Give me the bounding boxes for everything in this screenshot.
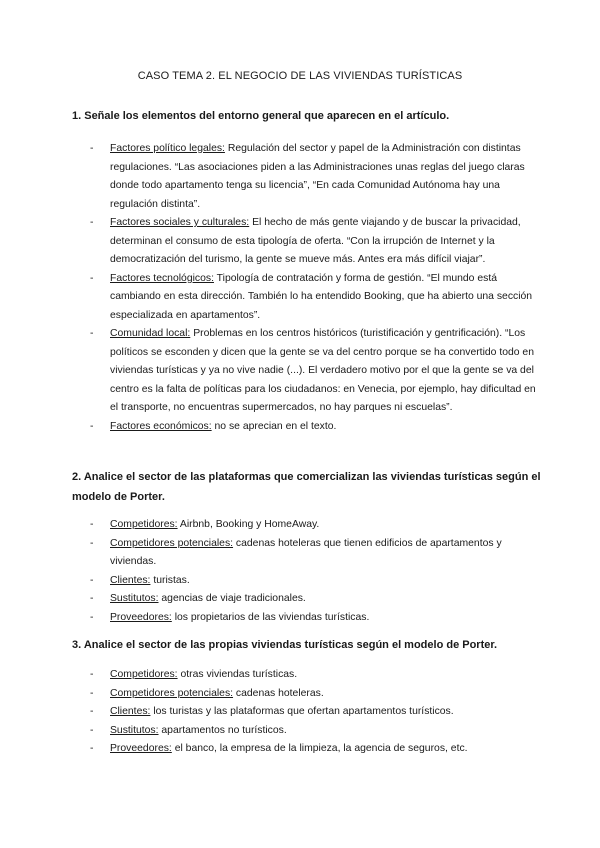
item-text: cadenas hoteleras que tienen edificios de apartamentos y viviendas. <box>110 537 502 567</box>
item-label: Competidores: <box>110 669 178 680</box>
item-label: Factores económicos: <box>110 420 212 432</box>
item-text: los turistas y las plataformas que ofertan apartamentos turísticos. <box>153 706 454 717</box>
list-item: - Factores económicos: no se aprecian en el texto. <box>90 420 337 432</box>
item-text: los propietarios de las viviendas turísticas. <box>174 611 370 623</box>
item-text: El hecho de más gente viajando y de buscar la privacidad, determinan el consumo de esta tipología de oferta. “Con la irrupción de Internet y la democratización del turismo, la gente se mueve más. Antes era más difícil viajar”. <box>110 217 521 265</box>
item-label: Proveedores: <box>110 743 172 754</box>
item-label: Factores tecnológicos: <box>110 272 214 284</box>
item-text: turistas. <box>153 574 190 586</box>
item-text: cadenas hoteleras. <box>235 687 324 699</box>
item-label: Competidores potenciales: <box>110 687 234 699</box>
list-item: - Competidores: otras viviendas turísticas. <box>90 669 298 680</box>
list-item: - Sustitutos: apartamentos no turísticos. <box>90 724 287 736</box>
item-label: Factores sociales y culturales: <box>110 217 250 228</box>
list-item: - Factores tecnológicos: Tipología de contratación y forma de gestión. “El mundo está cambiando en esta dirección. También lo ha entendido Booking, que ha abierto una sección especializada en apartamentos”. <box>90 272 533 321</box>
item-text: Problemas en los centros históricos (turistificación y gentrificación). “Los políticos se esconden y dicen que la gente se va del centro porque se ha convertido todo en viviendas turísticas y ya no vive nadie (...). El verdadero motivo por el que la gente se va del centro es la falta de políticas para los ciudadanos: en Venecia, por ejemplo, hay dificultad en el transporte, no encuentras supermercados, no hay parques ni escuelas”. <box>110 328 536 413</box>
list-item: - Comunidad local: Problemas en los centros históricos (turistificación y gentrificación). “Los políticos se esconden y dicen que la gente se va del centro porque se ha convertido todo en viviendas turísticas y ya no vive nadie (...). El verdadero motivo por el que la gente se va del centro es la falta de políticas para los ciudadanos: en Venecia, por ejemplo, hay dificultad en el transporte, no encuentras supermercados, no hay parques ni escuelas”. <box>90 328 536 413</box>
section-3-list <box>72 666 542 759</box>
section-2-heading: 2. Analice el sector de las plataformas que comercializan las viviendas turísticas según el modelo de Porter. <box>72 471 541 503</box>
item-label: Competidores potenciales: <box>110 537 234 549</box>
section-1-list <box>72 140 542 436</box>
list-item: - Proveedores: los propietarios de las viviendas turísticas. <box>90 611 370 623</box>
item-label: Clientes: <box>110 706 151 717</box>
item-text: no se aprecian en el texto. <box>214 420 337 432</box>
list-item: - Proveedores: el banco, la empresa de la limpieza, la agencia de seguros, etc. <box>90 743 468 754</box>
document-title: CASO TEMA 2. EL NEGOCIO DE LAS VIVIENDAS TURÍSTICAS <box>137 70 463 82</box>
item-label: Sustitutos: <box>110 724 159 736</box>
item-text: otras viviendas turísticas. <box>180 669 298 680</box>
list-item: - Clientes: los turistas y las plataformas que ofertan apartamentos turísticos. <box>90 706 454 717</box>
list-item: - Competidores potenciales: cadenas hoteleras. <box>90 687 324 699</box>
item-label: Factores político legales: <box>110 143 225 154</box>
item-label: Comunidad local: <box>110 328 191 339</box>
list-item: - Sustitutos: agencias de viaje tradicionales. <box>90 593 306 604</box>
list-item: - Competidores: Airbnb, Booking y HomeAway. <box>90 519 320 530</box>
list-item: - Factores sociales y culturales: El hecho de más gente viajando y de buscar la privacidad, determinan el consumo de esta tipología de oferta. “Con la irrupción de Internet y la democratización del turismo, la gente se mueve más. Antes era más difícil viajar”. <box>90 217 521 265</box>
section-2-list <box>72 516 542 627</box>
section-1-heading: 1. Señale los elementos del entorno general que aparecen en el artículo. <box>72 110 450 122</box>
list-item: - Clientes: turistas. <box>90 574 190 586</box>
item-text: agencias de viaje tradicionales. <box>161 593 306 604</box>
list-item: - Competidores potenciales: cadenas hoteleras que tienen edificios de apartamentos y viviendas. <box>90 537 502 567</box>
list-item: - Factores político legales: Regulación del sector y papel de la Administración con distintas regulaciones. “Las asociaciones piden a las Administraciones unas reglas del juego claras donde todo apartamento tenga su licencia”, “En cada Comunidad Autónoma hay una regulación distinta”. <box>90 143 525 210</box>
section-3-heading: 3. Analice el sector de las propias viviendas turísticas según el modelo de Porter. <box>72 639 498 651</box>
item-text: Tipología de contratación y forma de gestión. “El mundo está cambiando en esta dirección. También lo ha entendido Booking, que ha abierto una sección especializada en apartamentos”. <box>110 272 533 321</box>
item-text: Airbnb, Booking y HomeAway. <box>179 519 320 530</box>
item-text: el banco, la empresa de la limpieza, la agencia de seguros, etc. <box>174 743 468 754</box>
item-label: Clientes: <box>110 574 151 586</box>
item-text: Regulación del sector y papel de la Administración con distintas regulaciones. “Las asociaciones piden a las Administraciones unas reglas del juego claras donde todo apartamento tenga su licencia”, “En cada Comunidad Autónoma hay una regulación distinta”. <box>110 143 525 210</box>
item-label: Proveedores: <box>110 611 172 623</box>
item-text: apartamentos no turísticos. <box>161 724 287 736</box>
item-label: Competidores: <box>110 519 178 530</box>
item-label: Sustitutos: <box>110 593 159 604</box>
